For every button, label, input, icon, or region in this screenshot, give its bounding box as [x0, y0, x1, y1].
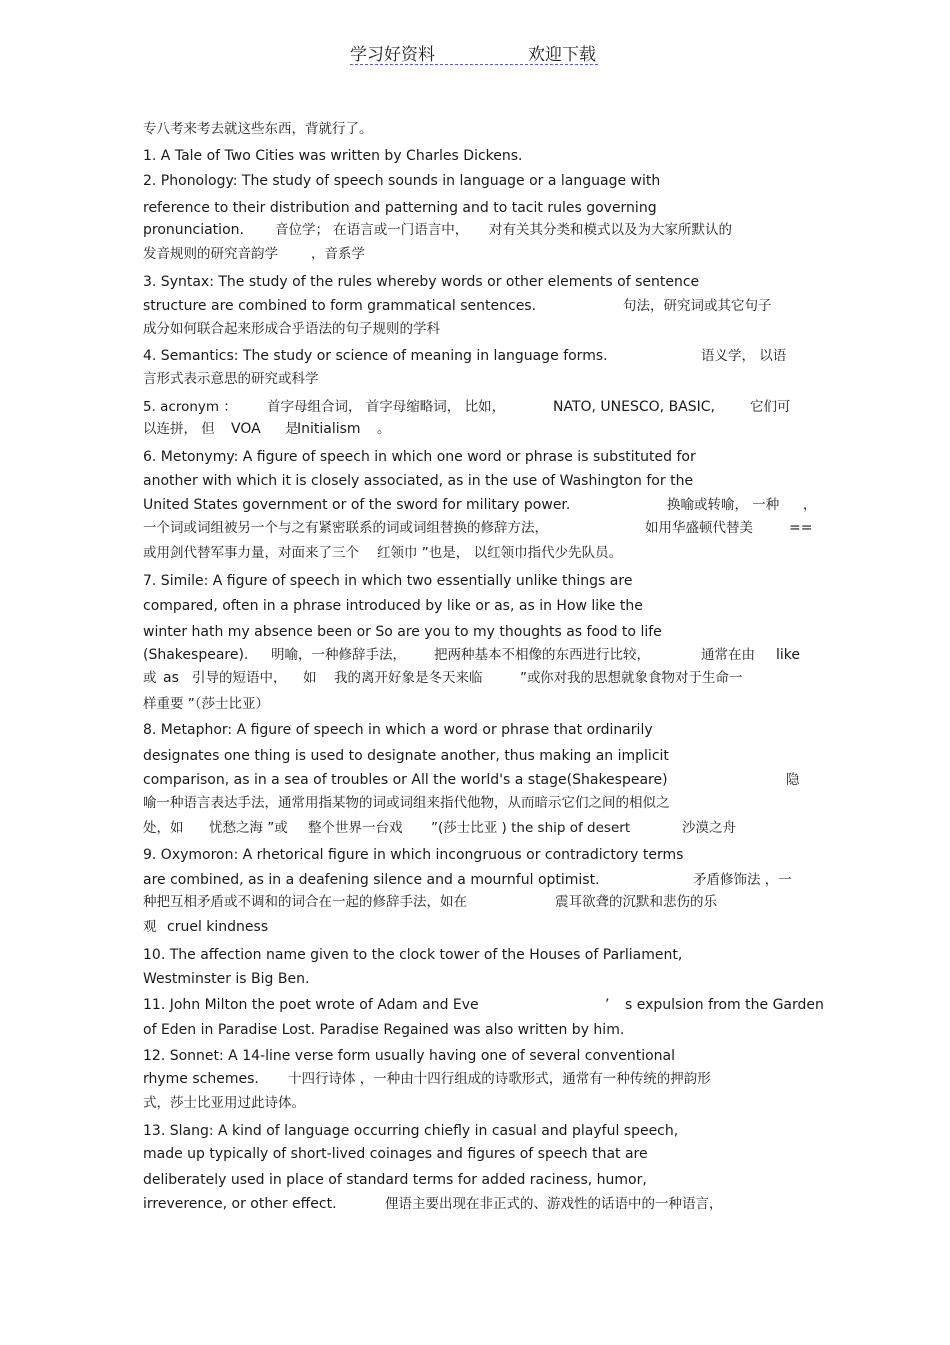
text-segment: 首字母组合词， 首字母缩略词， 比如，	[267, 399, 506, 415]
text-segment: comparison, as in a sea of troubles or All the world's a stage(Shakespeare)	[143, 772, 668, 788]
text-segment: 处，如	[143, 820, 184, 836]
text-segment: 如用华盛顿代替美	[645, 520, 753, 536]
text-segment: 矛盾修饰法 ，一	[693, 872, 792, 888]
text-segment: 音位学； 在语言或一门语言中，	[275, 222, 469, 238]
text-segment: 9. Oxymoron: A rhetorical figure in which incongruous or contradictory terms	[143, 847, 684, 863]
text-segment: 12. Sonnet: A 14-line verse form usually having one of several conventional	[143, 1048, 675, 1064]
text-segment: 种把互相矛盾或不调和的词合在一起的修辞手法，如在	[143, 894, 467, 910]
text-segment: 8. Metaphor: A figure of speech in which a word or phrase that ordinarily	[143, 722, 653, 738]
text-segment: 成分如何联合起来形成合乎语法的句子规则的学科	[143, 321, 440, 337]
text-segment: United States government or of the sword for military power.	[143, 497, 571, 513]
text-segment: made up typically of short-lived coinages and figures of speech that are	[143, 1146, 648, 1162]
text-segment: another with which it is closely associated, as in the use of Washington for the	[143, 473, 694, 489]
text-segment: 观	[143, 919, 157, 935]
text-segment: 对有关其分类和模式以及为大家所默认的	[489, 222, 732, 238]
text-segment: 如	[303, 670, 317, 686]
text-segment: 6. Metonymy: A figure of speech in which one word or phrase is substituted for	[143, 449, 696, 465]
text-segment: Westminster is Big Ben.	[143, 971, 310, 987]
text-segment: of Eden in Paradise Lost. Paradise Regained was also written by him.	[143, 1022, 625, 1038]
text-segment: 整个世界一台戏	[308, 820, 403, 836]
text-segment: structure are combined to form grammatical sentences.	[143, 298, 537, 314]
text-segment: 你对我的思想就象食物对于生命一	[540, 670, 743, 686]
text-segment: like	[776, 647, 801, 663]
text-segment: 把两种基本不相像的东西进行比较，	[434, 647, 650, 663]
text-segment: 2. Phonology: The study of speech sounds in language or a language with	[143, 173, 661, 189]
text-segment: 十四行诗体 ，一种由十四行组成的诗歌形式，通常有一种传统的押韵形	[288, 1071, 711, 1087]
page-header	[350, 40, 598, 65]
text-segment: 隐	[786, 772, 800, 788]
text-segment: 4. Semantics: The study or science of meaning in language forms.	[143, 348, 608, 364]
text-segment: ==	[789, 520, 813, 536]
text-segment: designates one thing is used to designate another, thus making an implicit	[143, 748, 669, 764]
text-segment: ’	[605, 997, 610, 1013]
text-segment: 言形式表示意思的研究或科学	[143, 371, 319, 387]
header-left-text: 学习好资料	[350, 45, 435, 65]
text-segment: irreverence, or other effect.	[143, 1196, 337, 1212]
text-segment: 我的离开好象是冬天来临	[334, 670, 483, 686]
text-segment: 13. Slang: A kind of language occurring chiefly in casual and playful speech,	[143, 1123, 679, 1139]
text-segment: s expulsion from the Garden	[625, 997, 824, 1013]
text-segment: NATO, UNESCO, BASIC,	[553, 399, 716, 415]
text-segment: VOA	[231, 421, 261, 437]
text-segment: are combined, as in a deafening silence and a mournful optimist.	[143, 872, 600, 888]
text-segment: 。	[377, 421, 391, 437]
text-segment: 专八考来考去就这些东西，背就行了。	[143, 121, 373, 137]
text-segment: 通常在由	[701, 647, 755, 663]
text-segment: ，音系学	[311, 246, 365, 262]
header-right-text: 欢迎下载	[528, 45, 596, 65]
text-segment: 或	[143, 670, 157, 686]
text-segment: winter hath my absence been or So are you to my thoughts as food to life	[143, 624, 662, 640]
text-segment: deliberately used in place of standard terms for added raciness, humor,	[143, 1172, 647, 1188]
text-segment: 句法，研究词或其它句子	[623, 298, 772, 314]
text-segment: reference to their distribution and patterning and to tacit rules governing	[143, 200, 657, 216]
text-segment: 它们可	[750, 399, 791, 415]
text-segment: 11. John Milton the poet wrote of Adam and Eve	[143, 997, 479, 1013]
text-segment: 沙漠之舟	[682, 820, 736, 836]
text-segment: 明喻，一种修辞手法，	[271, 647, 406, 663]
text-segment: 样重要 ”（莎士比亚）	[143, 696, 270, 712]
text-segment: ”或	[520, 670, 541, 686]
text-segment: pronunciation.	[143, 222, 244, 238]
text-segment: 一个词或词组被另一个与之有紧密联系的词或词组替换的修辞方法，	[143, 520, 548, 536]
text-segment: compared, often in a phrase introduced by like or as, as in How like the	[143, 598, 643, 614]
text-segment: 7. Simile: A figure of speech in which two essentially unlike things are	[143, 573, 633, 589]
text-segment: 式，莎士比亚用过此诗体。	[143, 1095, 305, 1111]
text-segment: 或用剑代替军事力量，对面来了三个	[143, 545, 359, 561]
text-segment: 5. acronym ：	[143, 399, 237, 415]
text-segment: 以连拼， 但	[143, 421, 215, 437]
text-segment: 1. A Tale of Two Cities was written by Charles Dickens.	[143, 148, 523, 164]
text-segment: 俚语主要出现在非正式的、游戏性的话语中的一种语言，	[385, 1196, 723, 1212]
text-segment: 3. Syntax: The study of the rules whereby words or other elements of sentence	[143, 274, 700, 290]
text-segment: as	[163, 670, 179, 686]
text-segment: ，	[803, 497, 817, 513]
text-segment: 换喻或转喻， 一种	[667, 497, 780, 513]
text-segment: 红领巾 ”也是， 以红领巾指代少先队员。	[377, 545, 623, 561]
text-segment: (Shakespeare).	[143, 647, 249, 663]
text-segment: Initialism	[297, 421, 361, 437]
text-segment: rhyme schemes.	[143, 1071, 259, 1087]
text-segment: 喻一种语言表达手法，通常用指某物的词或词组来指代他物，从而暗示它们之间的相似之	[143, 795, 670, 811]
text-segment: 语义学， 以语	[701, 348, 787, 364]
text-segment: ”(莎士比亚 ) the ship of desert	[431, 820, 631, 836]
text-segment: 10. The affection name given to the clock tower of the Houses of Parliament,	[143, 947, 683, 963]
text-segment: 忧愁之海 ”或	[209, 820, 288, 836]
text-segment: 是	[285, 421, 299, 437]
text-segment: 引导的短语中，	[192, 670, 287, 686]
text-segment: 震耳欲聋的沉默和悲伤的乐	[555, 894, 717, 910]
text-segment: 发音规则的研究音韵学	[143, 246, 278, 262]
text-segment: cruel kindness	[167, 919, 269, 935]
